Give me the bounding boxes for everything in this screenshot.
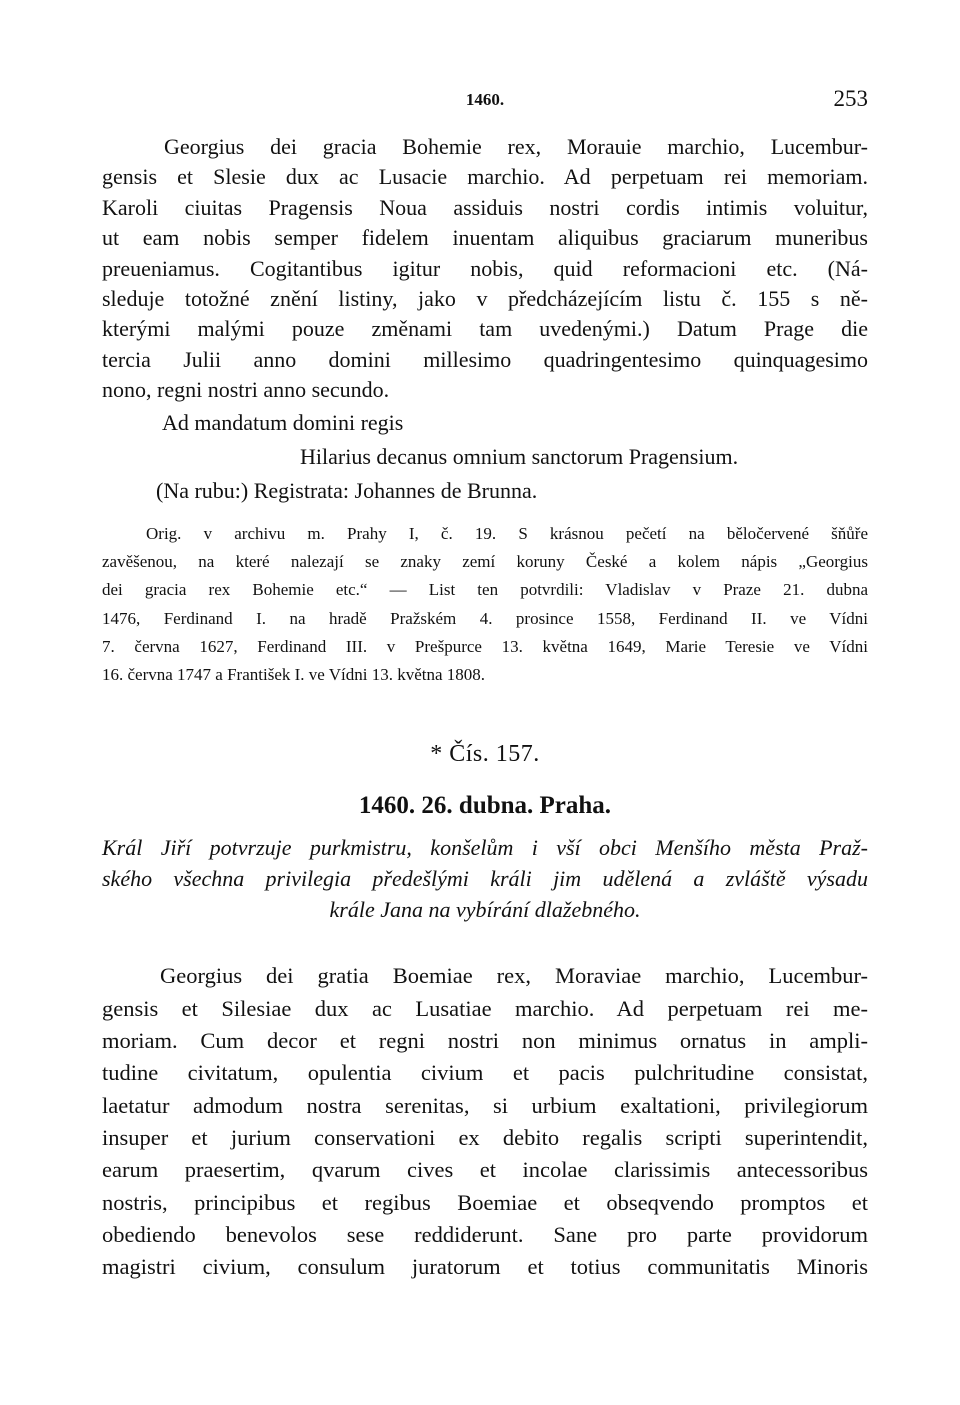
text-line: Georgius dei gracia Bohemie rex, Morauie marchio, Lucembur- [164, 134, 868, 159]
note-line: dei gracia rex Bohemie etc.“ — List ten potvrdili: Vladislav v Praze 21. dubna [102, 580, 868, 600]
text-line: sleduje totožné znění listiny, jako v předcházejícím listu č. 155 s ně- [102, 286, 868, 312]
text-line: insuper et jurium conservationi ex debito regalis scripti superintendit, [102, 1124, 868, 1150]
text-line: kterými malými pouze změnami tam uvedenými.) Datum Prage die [102, 316, 868, 342]
text-line: moriam. Cum decor et regni nostri non minimus ornatus in ampli- [102, 1028, 868, 1054]
text-line: tudine civitatum, opulentia civium et pacis pulchritudine consistat, [102, 1060, 868, 1086]
mandate-line: Ad mandatum domini regis [162, 409, 404, 435]
archival-note [102, 520, 868, 690]
signer-line: Hilarius decanus omnium sanctorum Pragensium. [300, 443, 739, 469]
text-line: ut eam nobis semper fidelem inuentam aliquibus graciarum muneribus [102, 225, 868, 251]
text-line: gensis et Silesiae dux ac Lusatiae marchio. Ad perpetuam rei me- [102, 995, 868, 1021]
regest [102, 832, 868, 925]
text-line: Karoli ciuitas Pragensis Noua assiduis nostri cordis intimis voluitur, [102, 194, 868, 220]
book-page [102, 86, 868, 1283]
text-line: preueniamus. Cogitantibus igitur nobis, quid reformacioni etc. (Ná- [102, 255, 868, 281]
note-line: 7. června 1627, Ferdinand III. v Prešpurce 13. května 1649, Marie Teresie ve Vídni [102, 636, 868, 656]
regest-line: Král Jiří potvrzuje purkmistru, konšelům i vší obci Menšího města Praž- [102, 835, 868, 861]
document-dateline: 1460. 26. dubna. Praha. [358, 792, 612, 820]
text-line: magistri civium, consulum juratorum et totius communitatis Minoris [102, 1254, 868, 1280]
note-line: 16. června 1747 a František I. ve Vídni 13. května 1808. [102, 665, 486, 685]
text-line: tercia Julii anno domini millesimo quadringentesimo quinquagesimo [102, 346, 868, 372]
text-line: obediendo benevolos sese reddiderunt. Sane pro parte providorum [102, 1221, 868, 1247]
text-line: gensis et Slesie dux ac Lusacie marchio. Ad perpetuam rei memoriam. [102, 164, 868, 190]
note-line: 1476, Ferdinand I. na hradě Pražském 4. prosince 1558, Ferdinand II. ve Vídni [102, 608, 868, 628]
charter-summary-paragraph [102, 132, 868, 406]
signature-block [102, 406, 868, 508]
running-head [102, 86, 868, 120]
page-number: 253 [833, 86, 868, 111]
text-line: nono, regni nostri anno secundo. [102, 377, 390, 403]
running-head-year: 1460. [465, 90, 505, 109]
charter-text-paragraph [102, 960, 868, 1283]
regest-line: krále Jana na vybírání dlažebného. [329, 897, 641, 923]
note-line: zavěšenou, na které nalezají se znaky zemí koruny České a kolem nápis „Georgius [102, 551, 868, 571]
document-number: * Čís. 157. [430, 741, 540, 768]
registry-line: (Na rubu:) Registrata: Johannes de Brunna. [156, 477, 538, 503]
text-line: earum praesertim, qvarum cives et incolae clarissimis antecessoribus [102, 1157, 868, 1183]
regest-line: ského všechna privilegia předešlými králi jim udělená a zvláště výsadu [102, 866, 868, 892]
text-line: nostris, principibus et regibus Boemiae et obseqvendo promptos et [102, 1189, 868, 1215]
text-line: laetatur admodum nostra serenitas, si urbium exaltationi, privilegiorum [102, 1092, 868, 1118]
text-line: Georgius dei gratia Boemiae rex, Moraviae marchio, Lucembur- [160, 963, 868, 989]
note-line: Orig. v archivu m. Prahy I, č. 19. S krásnou pečetí na běločervené šňůře [146, 523, 868, 543]
